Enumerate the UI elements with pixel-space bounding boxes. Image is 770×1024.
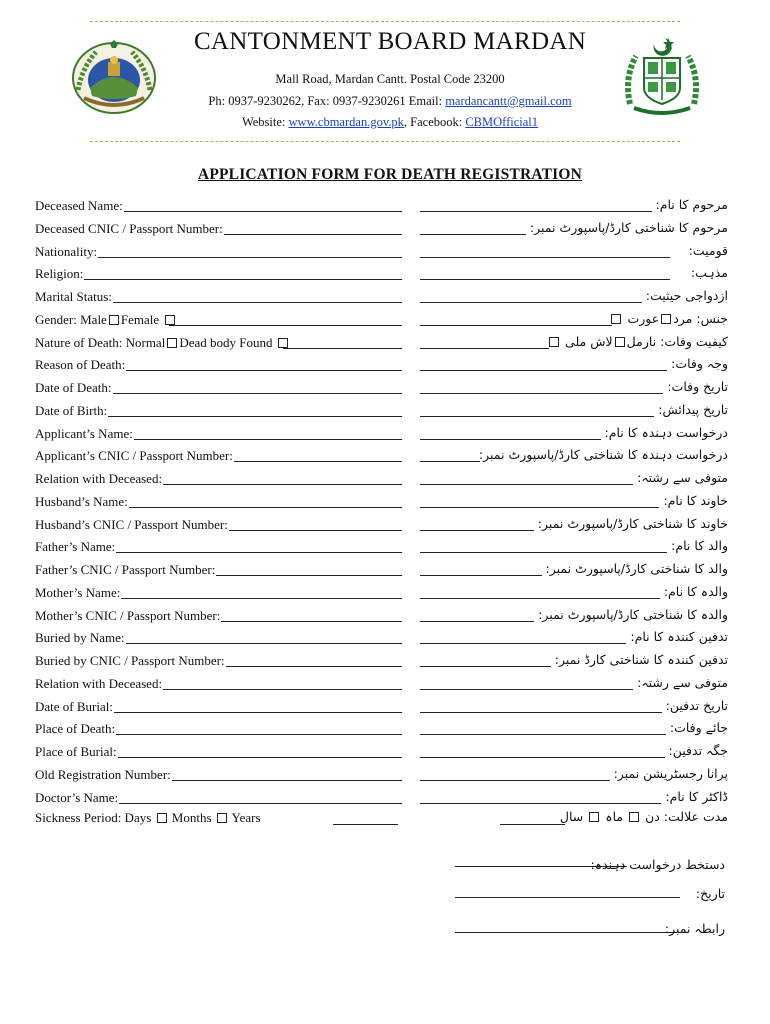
field-urdu-label [670,720,728,735]
form-field-row [0,517,770,539]
field-urdu-label [546,561,728,576]
field-urdu-input-line[interactable] [420,211,652,212]
field-label [35,335,290,351]
field-urdu-input-line[interactable] [420,598,660,599]
months-text: Months [171,810,212,825]
field-urdu-label [614,766,728,781]
field-input-line[interactable] [113,302,402,303]
field-urdu-input-line[interactable] [420,689,633,690]
urdu-label-text: تاریخ پیدائش: [658,401,728,417]
urdu-label-text: ازدواجی حیثیت: [645,288,728,303]
field-urdu-input-line[interactable] [420,348,549,349]
field-urdu-input-line[interactable] [420,712,662,713]
field-option-text: Dead body Found [179,334,273,350]
field-urdu-label [538,516,728,531]
field-label-text: Reason of Death: [35,357,126,373]
facebook-link[interactable]: CBMOfficial1 [465,115,539,129]
field-label [35,198,123,214]
field-input-line[interactable] [108,416,402,417]
field-label [35,380,112,396]
field-urdu-label [656,197,728,212]
website-link[interactable]: www.cbmardan.gov.pk [288,115,404,129]
form-field-row [0,585,770,607]
sickness-period-urdu [560,809,728,824]
field-urdu-input-line[interactable] [420,621,534,622]
form-field-row [0,653,770,675]
field-label [35,767,171,783]
field-label [35,562,215,578]
option-checkbox[interactable] [278,338,288,348]
field-urdu-input-line[interactable] [420,416,654,417]
field-urdu-input-line[interactable] [420,439,601,440]
field-label-text: Husband’s Name: [35,493,128,509]
header-bottom-divider [90,141,680,142]
field-label-text: Applicant’s Name: [35,425,133,441]
field-urdu-label [630,629,728,644]
field-label-text: Husband’s CNIC / Passport Number: [35,516,228,532]
urdu-label-text: پرانا رجسٹریشن نمبر: [613,765,728,781]
field-input-line[interactable] [169,325,402,326]
field-label-text: Marital Status: [35,289,112,304]
field-input-line[interactable] [98,257,402,258]
field-urdu-label [663,493,728,508]
field-label [35,357,125,373]
field-urdu-label [609,311,728,326]
field-input-line[interactable] [113,393,402,394]
field-input-line[interactable] [172,780,402,781]
field-urdu-label [691,265,728,280]
field-label [35,517,228,533]
form-field-row [0,494,770,516]
field-urdu-label [658,402,728,417]
signature-date-label: تاریخ: [695,886,725,901]
contact-line [170,94,610,109]
form-title: APPLICATION FORM FOR DEATH REGISTRATION [197,166,583,183]
field-input-line[interactable] [224,234,402,235]
urdu-label-text: مرحوم کا نام: [655,197,728,212]
field-urdu-input-line[interactable] [420,484,633,485]
field-label [35,266,83,282]
sickness-days-text: Sickness Period: Days [35,810,152,825]
form-field-row [0,403,770,425]
form-field-row [0,744,770,766]
field-label [35,608,220,624]
months-checkbox[interactable] [217,813,227,823]
field-urdu-label [637,675,728,690]
days-checkbox[interactable] [157,813,167,823]
field-label-text: Buried by CNIC / Passport Number: [35,653,225,668]
field-urdu-input-line[interactable] [420,257,670,258]
field-label-text: Mother’s CNIC / Passport Number: [35,607,221,623]
urdu-days-checkbox[interactable] [629,812,639,822]
field-urdu-label [666,698,728,713]
signature-date-row [0,887,770,909]
form-field-row [0,357,770,379]
sickness-english-line[interactable] [333,824,398,825]
field-label-text: Deceased Name: [35,198,123,213]
form-field-row [0,335,770,357]
form-field-row [0,699,770,721]
urdu-label-text: کیفیت وفات: نارمل [626,333,728,349]
urdu-label-text: متوفی سے رشتہ: [637,674,728,690]
option-checkbox[interactable] [109,315,119,325]
field-urdu-label [689,243,728,258]
field-urdu-label [547,334,728,349]
field-label [35,585,120,601]
field-urdu-input-line[interactable] [420,803,661,804]
form-field-row [0,221,770,243]
sickness-period-label [35,810,261,826]
field-urdu-input-line[interactable] [420,370,667,371]
cantonment-board-logo [70,38,158,121]
field-urdu-label [667,379,728,394]
field-urdu-input-line[interactable] [420,302,642,303]
sickness-period-row [0,810,770,832]
field-label [35,244,97,260]
field-input-line[interactable] [119,803,402,804]
field-input-line[interactable] [126,643,402,644]
field-label [35,448,233,464]
urdu-label-text: متوفی سے رشتہ: [637,470,728,485]
field-input-line[interactable] [84,279,402,280]
field-urdu-input-line[interactable] [420,279,670,280]
urdu-label-text: جنس: مرد [673,310,728,326]
field-label [35,676,162,692]
urdu-label-text: جگہ تدفین: [668,743,728,758]
applicant-signature-row [0,858,770,880]
field-label [35,653,225,669]
website-prefix: Website: [241,115,289,129]
field-urdu-label [479,447,728,462]
field-option-text: Female [120,311,160,327]
field-input-line[interactable] [124,211,402,212]
field-input-line[interactable] [118,757,402,758]
field-input-line[interactable] [134,439,402,440]
field-label-text: Place of Death: [35,721,116,737]
field-input-line[interactable] [163,689,402,690]
contact-text: Ph: 0937-9230262, Fax: 0937-9230261 Email: [208,94,446,108]
form-field-row [0,380,770,402]
urdu-option-text: عورت [627,310,660,326]
state-emblem [620,34,704,123]
urdu-option-checkbox[interactable] [549,337,559,347]
field-urdu-input-line[interactable] [420,507,659,508]
field-label-text: Date of Birth: [35,402,108,418]
urdu-option-checkbox[interactable] [615,337,625,347]
applicant-signature-label: دستخط درخواست دہندہ: [590,857,725,872]
field-label-text: Father’s Name: [35,539,116,555]
field-label [35,790,118,806]
field-urdu-label [605,425,728,440]
field-label-text: Religion: [35,266,84,282]
urdu-label-text: تاریخ تدفین: [665,697,728,713]
field-urdu-input-line[interactable] [420,325,612,326]
field-label-text: Applicant’s CNIC / Passport Number: [35,448,233,464]
form-field-row [0,608,770,630]
field-urdu-input-line[interactable] [420,734,666,735]
form-field-row [0,426,770,448]
field-urdu-label [669,743,728,758]
field-label-text: Date of Burial: [35,698,113,714]
field-urdu-label [538,607,728,622]
organization-title: CANTONMENT BOARD MARDAN [193,28,587,55]
urdu-option-checkbox[interactable] [661,314,671,324]
urdu-option-checkbox[interactable] [611,314,621,324]
field-urdu-input-line[interactable] [420,393,663,394]
field-label [35,289,112,305]
field-input-line[interactable] [114,712,402,713]
address-line: Mall Road, Mardan Cantt. Postal Code 23200 [275,72,505,86]
form-field-row [0,266,770,288]
field-label-text: Relation with Deceased: [35,675,163,691]
field-label-text: Old Registration Number: [35,766,171,782]
form-field-row [0,198,770,220]
urdu-label-text: والدہ کا نام: [663,583,728,599]
field-urdu-label [671,538,728,553]
urdu-label-text: قومیت: [688,242,728,258]
field-label-text: Date of Death: [35,380,112,395]
field-input-line[interactable] [129,507,402,508]
field-input-line[interactable] [221,621,402,622]
field-urdu-input-line[interactable] [420,552,667,553]
field-label [35,471,162,487]
email-link[interactable]: mardancantt@gmail.com [445,94,572,108]
urdu-label-text: مرحوم کا شناختی کارڈ/پاسپورٹ نمبر: [529,219,728,235]
urdu-label-text: تدفین کنندہ کا شناختی کارڈ نمبر: [554,652,728,667]
sickness-urdu-days: مدت علالت: دن [645,809,728,824]
field-input-line[interactable] [163,484,402,485]
field-label-text: Place of Burial: [35,744,117,759]
form-field-row [0,767,770,789]
form-field-row [0,312,770,334]
field-label [35,744,117,760]
facebook-prefix: , Facebook: [403,115,466,129]
urdu-label-text: درخواست دہندہ کا نام: [604,424,728,440]
form-field-row [0,721,770,743]
field-label [35,494,128,510]
form-field-row [0,630,770,652]
field-label [35,221,223,237]
field-input-line[interactable] [226,666,402,667]
sickness-urdu-line[interactable] [500,824,565,825]
urdu-label-text: تدفین کنندہ کا نام: [630,629,728,645]
urdu-option-text: لاش ملی [565,333,613,349]
field-label [35,721,115,737]
field-label [35,539,115,555]
field-input-line[interactable] [116,734,402,735]
form-field-row [0,471,770,493]
contact-number-label: رابطہ نمبر: [664,921,725,936]
form-field-row [0,289,770,311]
field-urdu-input-line[interactable] [420,666,551,667]
urdu-label-text: خاوند کا نام: [663,492,728,508]
urdu-label-text: والدہ کا شناختی کارڈ/پاسپورٹ نمبر: [538,606,728,622]
web-line [170,115,610,130]
field-label-text: Nature of Death: Normal [35,334,166,350]
signature-date-line[interactable] [455,897,680,898]
urdu-label-text: خاوند کا شناختی کارڈ/پاسپورٹ نمبر: [537,515,728,531]
contact-number-line[interactable] [455,932,675,933]
sickness-urdu-months: ماہ [605,809,624,824]
field-urdu-label [665,789,728,804]
field-input-line[interactable] [234,461,402,462]
form-field-row [0,676,770,698]
form-field-row [0,244,770,266]
field-urdu-input-line[interactable] [420,643,626,644]
field-urdu-label [671,356,728,371]
field-urdu-input-line[interactable] [420,461,480,462]
field-label-text: Mother’s Name: [35,584,121,600]
field-label [35,403,107,419]
field-urdu-input-line[interactable] [420,530,534,531]
field-label [35,426,133,442]
field-input-line[interactable] [121,598,402,599]
urdu-label-text: ڈاکٹر کا نام: [665,788,728,804]
option-checkbox[interactable] [167,338,177,348]
field-input-line[interactable] [126,370,402,371]
urdu-label-text: والد کا نام: [671,538,728,554]
urdu-label-text: تاریخ وفات: [667,379,728,394]
field-input-line[interactable] [216,575,402,576]
option-checkbox[interactable] [165,315,175,325]
field-label [35,630,125,646]
field-urdu-input-line[interactable] [420,234,526,235]
field-input-line[interactable] [229,530,402,531]
urdu-label-text: والد کا شناختی کارڈ/پاسپورٹ نمبر: [545,561,728,576]
field-label-text: Relation with Deceased: [35,471,163,486]
field-input-line[interactable] [116,552,402,553]
field-label-text: Nationality: [35,243,98,259]
field-label-text: Doctor’s Name: [35,789,119,805]
form-field-row [0,448,770,470]
field-label [35,699,113,715]
field-urdu-label [646,288,728,303]
sickness-urdu-years: سال [559,809,584,824]
urdu-label-text: وجہ وفات: [671,356,728,372]
field-label-text: Father’s CNIC / Passport Number: [35,562,216,577]
urdu-label-text: مذہب: [690,265,728,281]
field-urdu-input-line[interactable] [420,575,542,576]
contact-number-row [0,922,770,944]
urdu-months-checkbox[interactable] [589,812,599,822]
field-urdu-label [664,584,728,599]
urdu-label-text: جائے وفات: [669,720,728,736]
field-input-line[interactable] [283,348,402,349]
field-urdu-input-line[interactable] [420,757,665,758]
field-label [35,312,177,328]
field-urdu-label [555,652,728,667]
years-text: Years [231,810,261,825]
form-field-row [0,562,770,584]
field-label-text: Buried by Name: [35,630,125,646]
form-field-row [0,539,770,561]
urdu-label-text: درخواست دہندہ کا شناختی کارڈ/پاسپورٹ نمبر: [478,447,728,463]
field-label-text: Deceased CNIC / Passport Number: [35,220,223,236]
header-top-divider [90,21,680,22]
field-urdu-label [530,220,728,235]
field-urdu-label [637,470,728,485]
field-urdu-input-line[interactable] [420,780,610,781]
field-label-text: Gender: Male [35,311,107,327]
